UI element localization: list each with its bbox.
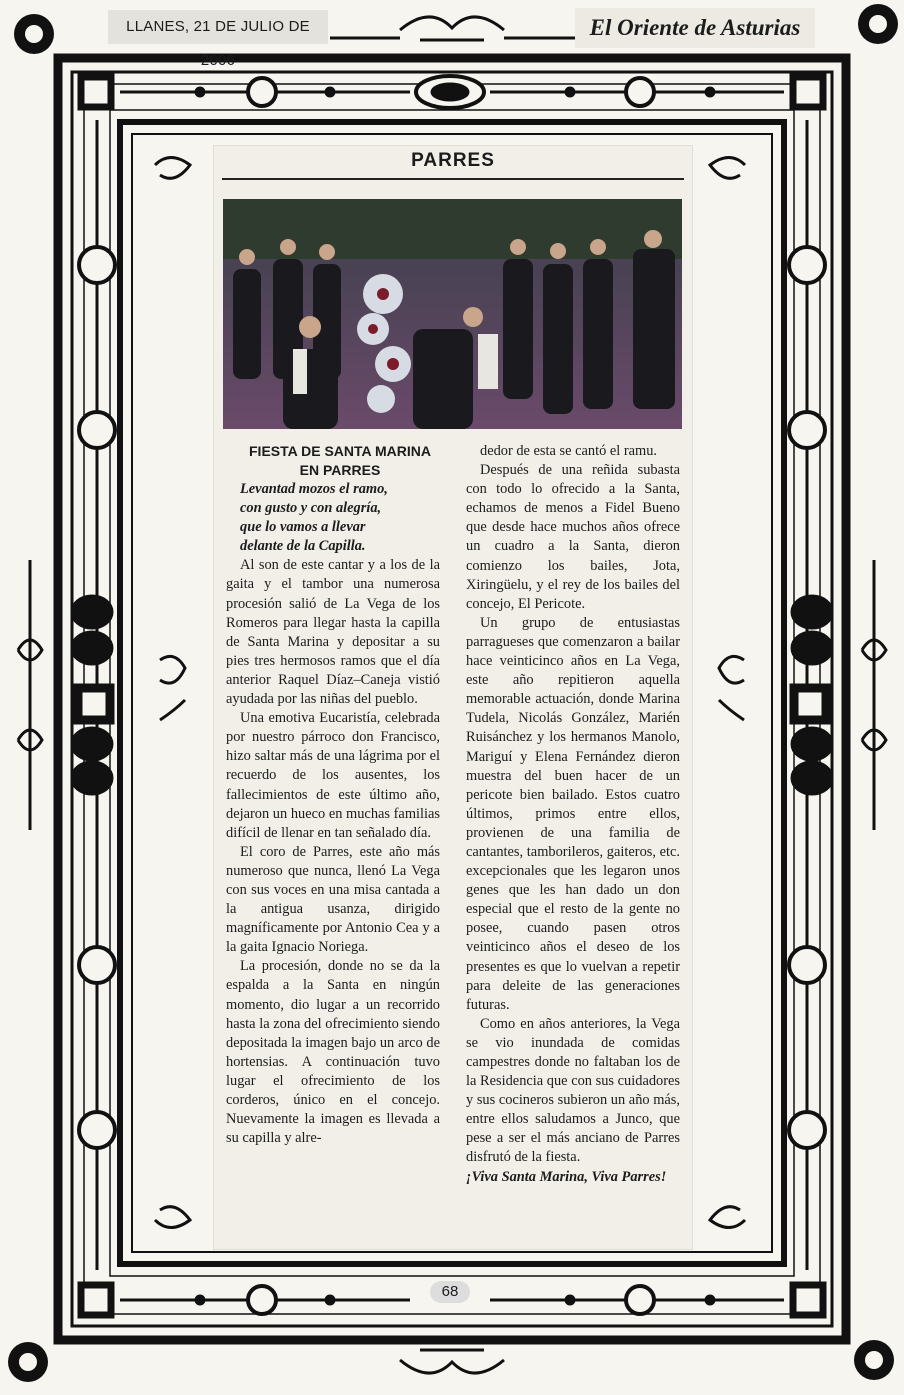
left-band-ornaments — [72, 120, 115, 1270]
headline-line-2: EN PARRES — [299, 462, 381, 478]
masthead: El Oriente de Asturias — [575, 8, 815, 48]
closing-line: ¡Viva Santa Marina, Viva Parres! — [466, 1168, 667, 1185]
article-photo — [223, 199, 682, 429]
section-divider — [222, 178, 684, 180]
column-right — [466, 442, 680, 1187]
dateline: LLANES, 21 DE JULIO DE 2006 — [108, 10, 328, 44]
headline-line-1: FIESTA DE SANTA MARINA — [249, 443, 431, 459]
article-clipping — [214, 146, 692, 1249]
body-paragraph: Después de una reñida subasta con todo lo ofrecido a la Santa, echamos de menos a Fidel Bueno que desde hace muchos años ofrece un cuadro a la Santa, dieron comienzo los bailes, Jota, Xiringüelu, y el rey de los bailes del concejo, El Pericote. — [466, 462, 680, 612]
body-paragraph: Una emotiva Eucaristía, celebrada por nuestro párroco don Francisco, hizo saltar más de una lágrima por el recuerdo de los ausentes, los fallecimientos de este último año, dejaron un hueco en muchas familias difícil de llenar en tan señalado día. — [226, 710, 440, 841]
column-left — [226, 442, 440, 1148]
verse-line: delante de la Capilla. — [240, 538, 366, 555]
verse-line: Levantad mozos el ramo, — [240, 481, 388, 497]
body-paragraph: La procesión, donde no se da la espalda a la Santa en ningún momento, dio lugar a un recorrido hasta la zona del ofrecimiento siendo depositada la imagen bajo un arco de hortensias. A continuación tuvo lugar el ofrecimiento de los corderos, único en el concejo. Nuevamente la imagen es llevada a su capilla y alre- — [226, 958, 440, 1147]
right-band-ornaments — [789, 120, 832, 1270]
body-paragraph: Como en años anteriores, la Vega se vio inundada de comidas campestres donde no faltaban los de la Residencia que con sus cuidadores y sus cocineros subieron un año más, entre ellos saludamos a Junco, que pese a ser el más anciano de Parres disfrutó de la fiesta. — [466, 1015, 680, 1166]
section-title: PARRES — [411, 150, 495, 171]
body-paragraph: El coro de Parres, este año más numeroso que nunca, llenó La Vega con sus voces en una misa cantada a la antigua usanza, dirigido magníficamente por Antonio Cea y a la gaita Ignacio Noriega. — [226, 843, 440, 956]
body-paragraph: dedor de esta se cantó el ramu. — [480, 443, 658, 459]
body-paragraph: Un grupo de entusiastas parragueses que comenzaron a bailar hace veinticinco años en La Vega, este año repitieron aquella memorable actuación, donde Marina Tudela, Nicolás González, Marién Ruisánchez y los hermanos Manolo, Mariguí y Elena Fernández dieron muestra del buen hacer de un pericote bien bailado. Estos cuatro últimos, primos entre ellos, provienen de una familia de cantantes, tamborileros, gaiteros, etc. excepcionales que les legaron unos genes que les han dado un don especial que el resto de la gente no posee, cuando pasen otros veinticinco años el deseo de los presentes es que lo vuelvan a repetir para deleite de las generaciones futuras. — [466, 614, 680, 1013]
page-number: 68 — [430, 1281, 470, 1303]
verse-line: con gusto y con alegría, — [240, 500, 382, 517]
verse-line: que lo vamos a llevar — [240, 519, 366, 536]
procession-photo — [223, 199, 682, 429]
top-band-ornaments — [78, 74, 826, 110]
body-paragraph: Al son de este cantar y a los de la gaita y el tambor una numerosa procesión salió de La Vega de los Romeros para llegar hasta la capilla de Santa Marina y depositar a su pies tres hermosos ramos que el día anterior Raquel Díaz–Caneja vistió ayudada por las niñas del pueblo. — [226, 557, 440, 708]
